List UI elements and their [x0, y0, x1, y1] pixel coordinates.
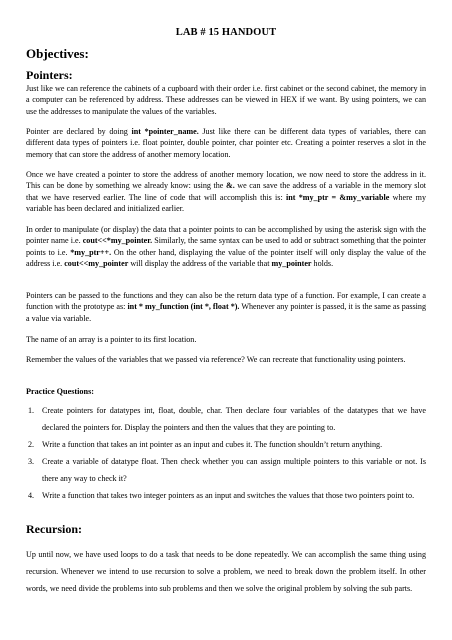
document-title: LAB # 15 HANDOUT: [175, 27, 277, 38]
question-text: Create a variable of datatype float. Then check whether you can assign multiple pointers to this variable or not. Is there any way to check it?: [42, 457, 426, 483]
question-text: Write a function that takes two integer pointers as an input and switches the values that those two pointers point to.: [42, 491, 415, 500]
practice-questions-list: [26, 402, 426, 504]
pointers-paragraph-2: Pointer are declared by doing int *pointer_name. Just like there can be different data types of variables, there can different data types of pointers i.e. float pointer, double pointer, char pointer etc. Creating a pointer reserves a slot in the memory that can store the address of another memory location.: [26, 127, 426, 159]
practice-question: [26, 436, 426, 453]
pointers-heading: Pointers:: [26, 68, 73, 82]
practice-question: [26, 402, 426, 436]
pointers-paragraph-1: Just like we can reference the cabinets of a cupboard with their order i.e. first cabinet or the second cabinet, the memory in a computer can be referenced by address. These addresses can be viewed in HEX if we want. By using pointers, we can use the addresses to manipulate the values of the variables.: [26, 84, 426, 116]
pointers-paragraph-6: The name of an array is a pointer to its first location.: [26, 335, 197, 344]
question-text: Create pointers for datatypes int, float, double, char. Then declare four variables of the datatypes that we have declared the pointers for. Display the pointers and then the values that they are pointing to.: [42, 406, 426, 432]
question-number: 3.: [28, 457, 35, 466]
question-text: Write a function that takes an int pointer as an input and cubes it. The function shouldn’t return anything.: [42, 440, 383, 449]
pointers-paragraph-3: Once we have created a pointer to store the address of another memory location, we now need to store the address in it. This can be done by something we already know: using the &. we can save the address of a variable in the memory slot that we have reserved earlier. The line of code that will accomplish this is: int *my_ptr = &my_variable where my variable has been declared and initialized earlier.: [26, 170, 427, 213]
objectives-heading: Objectives:: [26, 46, 89, 61]
question-number: 4.: [28, 491, 35, 500]
pointers-paragraph-5: Pointers can be passed to the functions and they can also be the return data type of a function. For example, I can create a function with the prototype as: int * my_function (int *, float *). Whenever any pointer is passed, it is the same as passing a value via variable.: [26, 291, 426, 323]
recursion-paragraph-1: Up until now, we have used loops to do a task that needs to be done repeatedly. We can accomplish the same thing using recursion. Whenever we intend to use recursion to solve a problem, we need to break down the problem itself. In other words, we need divide the problems into sub problems and then we solve the original problem by solving the sub parts.: [26, 550, 426, 593]
question-number: 1.: [28, 406, 35, 415]
pointers-paragraph-4: In order to manipulate (or display) the data that a pointer points to can be accomplished by using the asterisk sign with the pointer name i.e. cout<<*my_pointer. Similarly, the same syntax can be used to add or subtract something that the pointer points to i.e. *my_ptr++. On the other hand, displaying the value of the pointer itself will only display the value of the address i.e. cout<<my_pointer will display the address of the variable that my_pointer holds.: [26, 225, 427, 268]
recursion-heading: Recursion:: [26, 522, 82, 536]
practice-question: [26, 487, 426, 504]
question-number: 2.: [28, 440, 35, 449]
practice-question: [26, 453, 426, 487]
pointers-paragraph-7: Remember the values of the variables that we passed via reference? We can recreate that functionality using pointers.: [26, 355, 406, 364]
practice-questions-heading: Practice Questions:: [26, 387, 94, 396]
